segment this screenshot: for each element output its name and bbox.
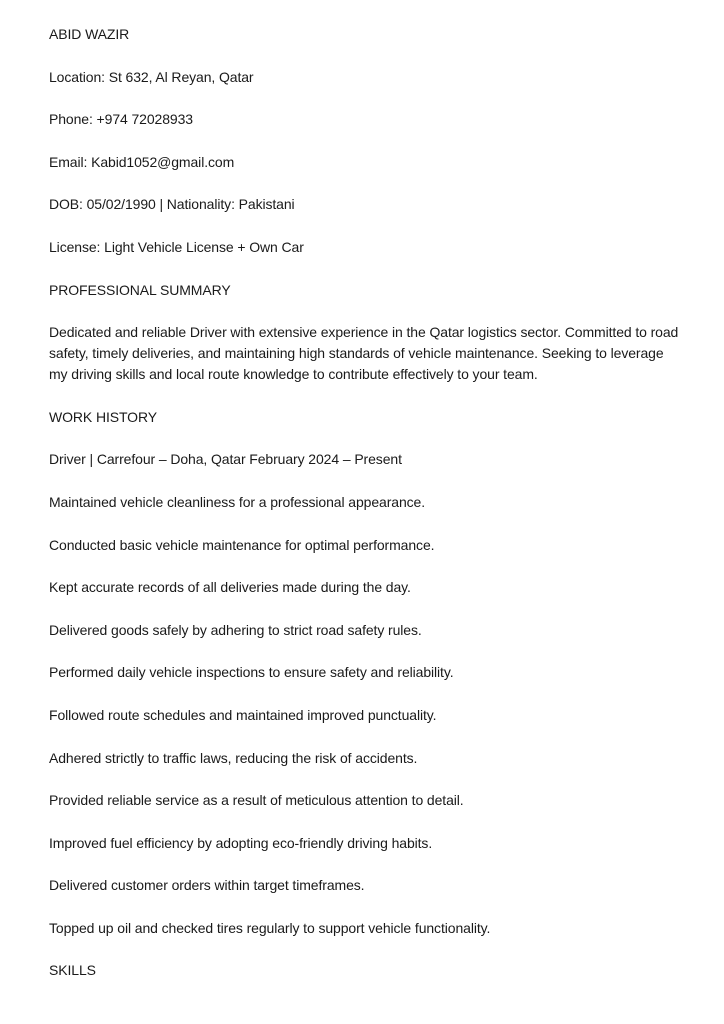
duty-item: Topped up oil and checked tires regularly to support vehicle functionality. bbox=[49, 919, 491, 936]
duty-item: Performed daily vehicle inspections to ensure safety and reliability. bbox=[49, 664, 454, 681]
duty-item: Delivered goods safely by adhering to strict road safety rules. bbox=[49, 621, 422, 638]
duty-item: Maintained vehicle cleanliness for a professional appearance. bbox=[49, 493, 426, 510]
duty-item: Improved fuel efficiency by adopting eco-friendly driving habits. bbox=[49, 834, 433, 851]
summary-heading: PROFESSIONAL SUMMARY bbox=[49, 281, 231, 298]
phone: Phone: +974 72028933 bbox=[49, 111, 193, 128]
resume-document bbox=[49, 24, 679, 1003]
email: Email: Kabid1052@gmail.com bbox=[49, 153, 235, 170]
duty-item: Conducted basic vehicle maintenance for optimal performance. bbox=[49, 536, 435, 553]
skills-heading: SKILLS bbox=[49, 962, 96, 979]
location: Location: St 632, Al Reyan, Qatar bbox=[49, 68, 254, 85]
license: License: Light Vehicle License + Own Car bbox=[49, 238, 304, 255]
candidate-name: ABID WAZIR bbox=[49, 26, 130, 42]
work-history-heading: WORK HISTORY bbox=[49, 408, 157, 425]
duty-item: Adhered strictly to traffic laws, reducing the risk of accidents. bbox=[49, 749, 418, 766]
job-title: Driver | Carrefour – Doha, Qatar February 2024 – Present bbox=[49, 451, 402, 468]
duty-item: Followed route schedules and maintained improved punctuality. bbox=[49, 706, 437, 723]
duty-item: Kept accurate records of all deliveries made during the day. bbox=[49, 579, 411, 596]
summary-text: Dedicated and reliable Driver with extensive experience in the Qatar logistics sector. Committed to road safety, timely deliveries, and maintaining high standards of vehicle maintenance. Seeking to leverage my driving skills and local route knowledge to contribute effectively to your team. bbox=[49, 324, 679, 383]
duty-item: Provided reliable service as a result of meticulous attention to detail. bbox=[49, 792, 464, 809]
duty-item: Delivered customer orders within target timeframes. bbox=[49, 877, 365, 894]
dob-nationality: DOB: 05/02/1990 | Nationality: Pakistani bbox=[49, 196, 295, 213]
